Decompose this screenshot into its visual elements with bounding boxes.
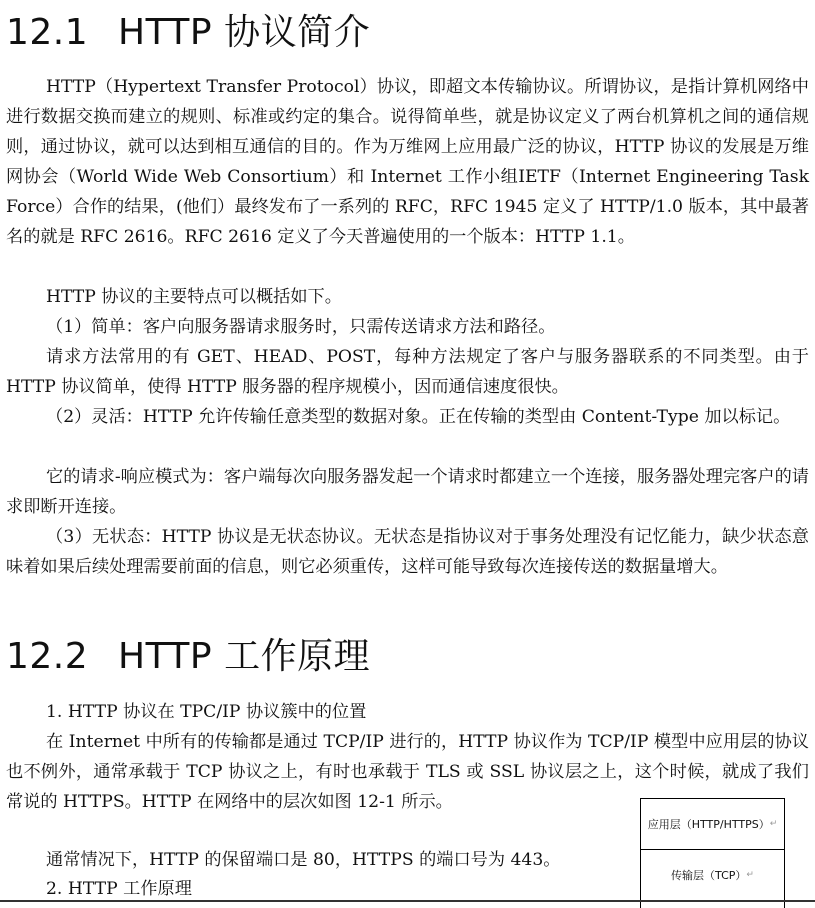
application-layer-box xyxy=(641,799,784,849)
section-number: 12.1 xyxy=(6,12,89,53)
paragraph-simple: （1）简单：客户向服务器请求服务时，只需传送请求方法和路径。 xyxy=(46,317,556,337)
paragraph-features-intro: HTTP 协议的主要特点可以概括如下。 xyxy=(46,287,342,307)
transport-layer-box xyxy=(641,849,784,900)
section-number: 12.2 xyxy=(6,636,89,677)
paragraph-intro: HTTP（Hypertext Transfer Protocol）协议，即超文本传输协议。所谓协议，是指计算机网络中进行数据交换而建立的规则、标准或约定的集合。说得简单些，就是协议定义了两台机算机之间的通信规则，通过协议，就可以达到相互通信的目的。作为万维网上应用最广泛的协议，HTTP 协议的发展是万维网协会（World Wide Web Consortium）和 Internet 工作小组IETF（Internet Engineering Task Force）合作的结果，(他们）最终发布了一系列的 RFC，RFC 1945 定义了 HTTP/1.0 版本，其中最著名的就是 RFC 2616。RFC 2616 定义了今天普遍使用的一个版本：HTTP 1.1。 xyxy=(6,77,809,247)
transport-layer-label: 传输层（TCP） xyxy=(671,869,747,882)
paragraph-flexible: （2）灵活：HTTP 允许传输任意类型的数据对象。正在传输的类型由 Content-Type 加以标记。 xyxy=(46,407,791,427)
return-mark-icon: ↵ xyxy=(769,819,778,829)
protocol-layer-figure xyxy=(640,798,785,908)
subheading-position: 1. HTTP 协议在 TPC/IP 协议簇中的位置 xyxy=(46,702,367,722)
section-heading-12-1 xyxy=(6,4,370,55)
paragraph-methods: 请求方法常用的有 GET、HEAD、POST，每种方法规定了客户与服务器联系的不同类型。由于 HTTP 协议简单，使得 HTTP 服务器的程序规模小，因而通信速度很快。 xyxy=(6,347,809,397)
paragraph-ports: 通常情况下，HTTP 的保留端口是 80，HTTPS 的端口号为 443。 xyxy=(46,850,561,870)
return-mark-icon: ↵ xyxy=(746,870,754,880)
page-bottom-rule xyxy=(0,900,815,902)
section-title: HTTP 工作原理 xyxy=(118,636,371,677)
paragraph-request-response: 它的请求-响应模式为：客户端每次向服务器发起一个请求时都建立一个连接，服务器处理完客户的请求即断开连接。 xyxy=(6,467,809,517)
section-title: HTTP 协议简介 xyxy=(118,12,371,53)
paragraph-tcpip-text: 在 Internet 中所有的传输都是通过 TCP/IP 进行的，HTTP 协议作为 TCP/IP 模型中应用层的协议也不例外，通常承载于 TCP 协议之上，有时也承载于 TLS 或 SSL 协议层之上，这个时候，就成了我们常说的 HTTPS。HTTP 在网络中的层次如图 12-1 所示。 xyxy=(6,732,809,812)
paragraph-stateless: （3）无状态：HTTP 协议是无状态协议。无状态是指协议对于事务处理没有记忆能力，缺少状态意味着如果后续处理需要前面的信息，则它必须重传，这样可能导致每次连接传送的数据量增大。 xyxy=(6,527,809,577)
section-heading-12-2 xyxy=(6,628,370,679)
subheading-working-principle: 2. HTTP 工作原理 xyxy=(46,879,192,899)
application-layer-label: 应用层（HTTP/HTTPS） xyxy=(647,818,770,831)
